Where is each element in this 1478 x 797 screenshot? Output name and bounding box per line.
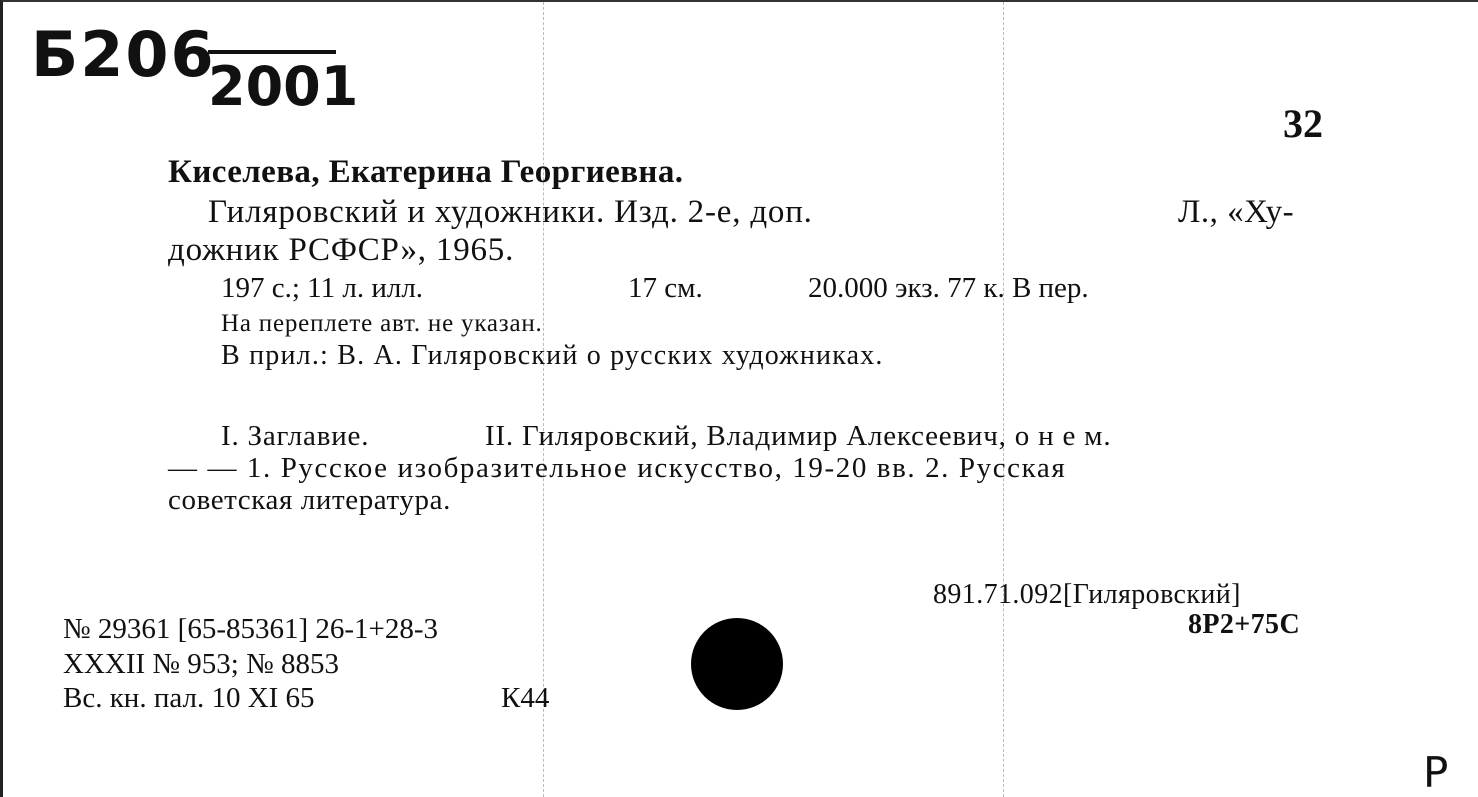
physical-size: 17 см.	[628, 272, 703, 304]
handwritten-denominator: 2001	[208, 55, 359, 118]
note-appendix: В прил.: В. А. Гиляровский о русских художниках.	[221, 340, 884, 371]
tracing-subjects-cont: советская литература.	[168, 484, 451, 516]
bbk-class: 8Р2+75С	[1188, 609, 1301, 640]
author-heading: Киселева, Екатерина Георгиевна.	[168, 154, 684, 190]
fraction-bar	[208, 50, 336, 54]
registry-line-1: № 29361 [65-85361] 26-1+28-3	[63, 613, 439, 645]
registry-code: К44	[501, 682, 550, 714]
tracing-subjects: — — 1. Русское изобразительное искусство, 19-20 вв. 2. Русская	[168, 452, 1067, 484]
udc-class: 891.71.092[Гиляровский]	[933, 579, 1241, 610]
title-line-2: дожник РСФСР», 1965.	[168, 232, 515, 268]
tracing-title: I. Заглавие.	[221, 420, 370, 452]
ruling-line	[1003, 2, 1004, 797]
note-binding: На переплете авт. не указан.	[221, 310, 543, 337]
physical-pages: 197 с.; 11 л. илл.	[221, 272, 424, 304]
registry-line-3: Вс. кн. пал. 10 XI 65	[63, 682, 315, 714]
card-number: 32	[1283, 101, 1323, 146]
punch-hole	[691, 618, 783, 710]
tracing-subject-person: II. Гиляровский, Владимир Алексеевич, о н е м.	[485, 420, 1112, 452]
title-publisher-start: Л., «Ху-	[1178, 194, 1295, 230]
handwritten-fraction	[208, 50, 359, 118]
physical-edition: 20.000 экз. 77 к. В пер.	[808, 272, 1089, 304]
ruling-line	[543, 2, 544, 797]
handwritten-code: Б206	[31, 18, 216, 91]
title-line-1: Гиляровский и художники. Изд. 2-е, доп.	[208, 194, 813, 230]
registry-line-2: XXXII № 953; № 8853	[63, 648, 340, 680]
handwritten-corner-mark: Р	[1423, 748, 1449, 797]
